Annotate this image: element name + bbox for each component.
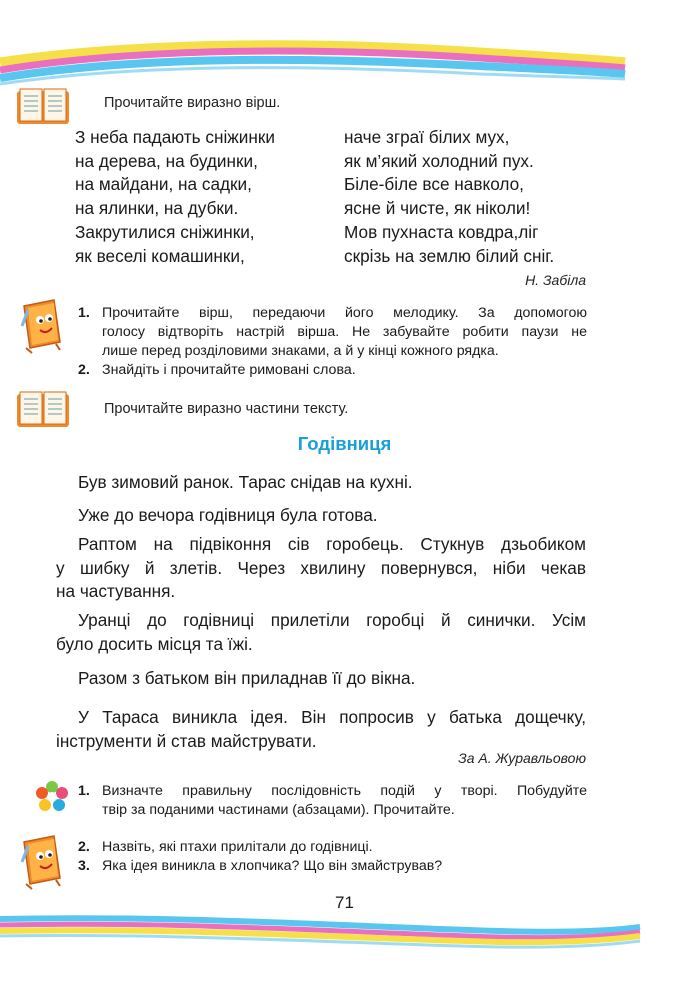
paragraph-line: Раптом на підвіконня сів горобець. Стукнув дзьобиком	[78, 534, 586, 554]
task-text-line: лише перед розділовими знаками, а й у кінці кожного рядка.	[102, 343, 499, 359]
poem-line: Біле-біле все навколо,	[344, 174, 524, 195]
poem-line: на майдани, на садки,	[75, 174, 252, 195]
task-text-line: Яка ідея виникла в хлопчика? Що він змайстрував?	[102, 858, 443, 874]
poem-line: Закрутилися сніжинки,	[75, 221, 255, 242]
task-number: 1.	[78, 783, 90, 799]
story-paragraph	[56, 706, 586, 753]
task-number: 1.	[78, 305, 90, 321]
top-wave-decoration	[0, 0, 689, 90]
poem-author: Н. Забіла	[525, 272, 586, 288]
poem-line: скрізь на землю білий сніг.	[344, 245, 555, 266]
tasks-block-3	[78, 838, 587, 876]
story-paragraph	[56, 471, 586, 495]
paragraph-line: Був зимовий ранок. Тарас снідав на кухні.	[78, 472, 413, 492]
page-number: 71	[335, 893, 354, 912]
flower-icon	[35, 780, 69, 814]
open-book-icon	[16, 88, 70, 126]
story-author: За А. Журавльовою	[458, 750, 586, 766]
instruction-read-poem: Прочитайте виразно вірш.	[104, 95, 281, 111]
story-paragraph	[56, 504, 586, 528]
poem-line: на дерева, на будинки,	[75, 150, 258, 171]
tasks-block-1	[78, 304, 587, 380]
task-number: 2.	[78, 839, 90, 855]
task-item	[78, 361, 587, 380]
poem-column-left	[75, 126, 275, 268]
task-number: 2.	[78, 362, 90, 378]
task-text-line: голосу відтворіть настрій вірша. Не забувайте робити паузи не	[102, 324, 587, 340]
task-text-line: Знайдіть і прочитайте римовані слова.	[102, 362, 356, 378]
paragraph-line: було досить місця та їжі.	[56, 633, 253, 654]
book-character-icon	[18, 832, 64, 890]
paragraph-line: Уже до вечора годівниця була готова.	[78, 505, 378, 525]
task-text-line: Прочитайте вірш, передаючи його мелодику. За допомогою	[102, 305, 587, 321]
poem-line: наче зграї білих мух,	[344, 127, 510, 147]
paragraph-line: Уранці до годівниці прилетіли горобці й синички. Усім	[78, 610, 586, 630]
book-character-icon	[18, 296, 64, 354]
poem-column-right	[344, 126, 554, 268]
story-paragraph	[56, 533, 586, 604]
task-text-line: Назвіть, які птахи прилітали до годівниці.	[102, 839, 373, 855]
paragraph-line: У Тараса виникла ідея. Він попросив у батька дощечку,	[78, 707, 586, 727]
paragraph-line: у шибку й злетів. Через хвилину повернувся, ніби чекав	[56, 557, 586, 578]
instruction-read-parts: Прочитайте виразно частини тексту.	[104, 401, 349, 417]
poem-line: ясне й чисте, як ніколи!	[344, 198, 531, 219]
poem-line: як м’який холодний пух.	[344, 150, 534, 171]
paragraph-line: інструменти й став майструвати.	[56, 730, 317, 751]
task-item	[78, 304, 587, 361]
task-text-line: твір за поданими частинами (абзацами). Прочитайте.	[102, 802, 455, 818]
poem-line: на ялинки, на дубки.	[75, 198, 239, 219]
task-item	[78, 857, 587, 876]
task-text-line: Визначте правильну послідовність подій у творі. Побудуйте	[102, 783, 587, 799]
poem-line: З неба падають сніжинки	[75, 127, 275, 147]
task-item	[78, 838, 587, 857]
tasks-block-2	[78, 782, 587, 820]
story-paragraph	[56, 609, 586, 656]
paragraph-line: на частування.	[56, 581, 176, 601]
story-paragraph	[56, 667, 586, 691]
story-title: Годівниця	[297, 433, 392, 454]
task-item	[78, 782, 587, 820]
paragraph-line: Разом з батьком він приладнав її до вікна.	[78, 668, 416, 688]
poem-line: Мов пухнаста ковдра,ліг	[344, 221, 539, 242]
poem-line: як веселі комашинки,	[75, 245, 245, 266]
open-book-icon	[16, 391, 70, 429]
task-number: 3.	[78, 858, 90, 874]
bottom-wave-decoration	[0, 905, 689, 984]
